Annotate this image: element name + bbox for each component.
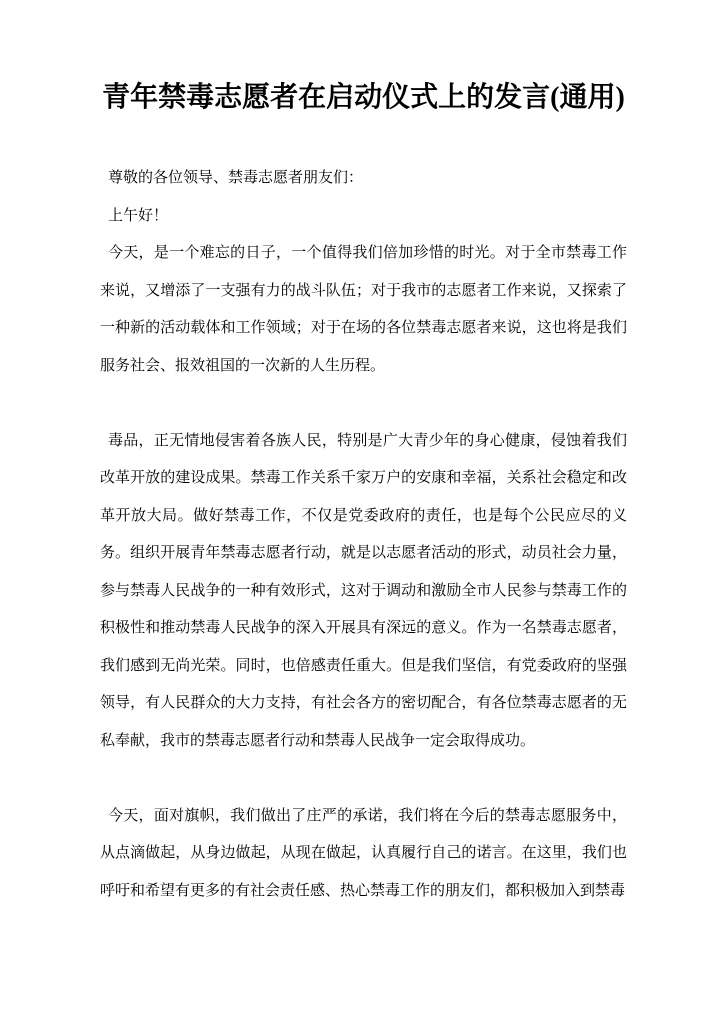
document-title: 青年禁毒志愿者在启动仪式上的发言(通用): [102, 82, 625, 113]
paragraph-drug-harm: 毒品，正无情地侵害着各族人民，特别是广大青少年的身心健康，侵蚀着我们改革开放的建设成果。禁毒工作关系千家万户的安康和幸福，关系社会稳定和改革开放大局。做好禁毒工作，不仅是党委政府的责任，也是每个公民应尽的义务。组织开展青年禁毒志愿者行动，就是以志愿者活动的形式，动员社会力量，参与禁毒人民战争的一种有效形式，这对于调动和激励全市人民参与禁毒工作的积极性和推动禁毒人民战争的深入开展具有深远的意义。作为一名禁毒志愿者，我们感到无尚光荣。同时，也倍感责任重大。但是我们坚信，有党委政府的坚强领导，有人民群众的大力支持，有社会各方的密切配合，有各位禁毒志愿者的无私奉献，我市的禁毒志愿者行动和禁毒人民战争一定会取得成功。: [100, 432, 627, 749]
paragraph-pledge: 今天，面对旗帜，我们做出了庄严的承诺，我们将在今后的禁毒志愿服务中，从点滴做起，从身边做起，从现在做起，认真履行自己的诺言。在这里，我们也呼吁和希望有更多的有社会责任感、热心禁毒工作的朋友们，都积极加入到禁毒: [100, 807, 627, 899]
paragraph-opening: 今天，是一个难忘的日子，一个值得我们倍加珍惜的时光。对于全市禁毒工作来说，又增添了一支强有力的战斗队伍；对于我市的志愿者工作来说，又探索了一种新的活动载体和工作领域；对于在场的各位禁毒志愿者来说，这也将是我们服务社会、报效祖国的一次新的人生历程。: [100, 245, 627, 374]
salutation-line: 尊敬的各位领导、禁毒志愿者朋友们：: [108, 170, 364, 186]
greeting-line: 上午好！: [108, 207, 169, 224]
